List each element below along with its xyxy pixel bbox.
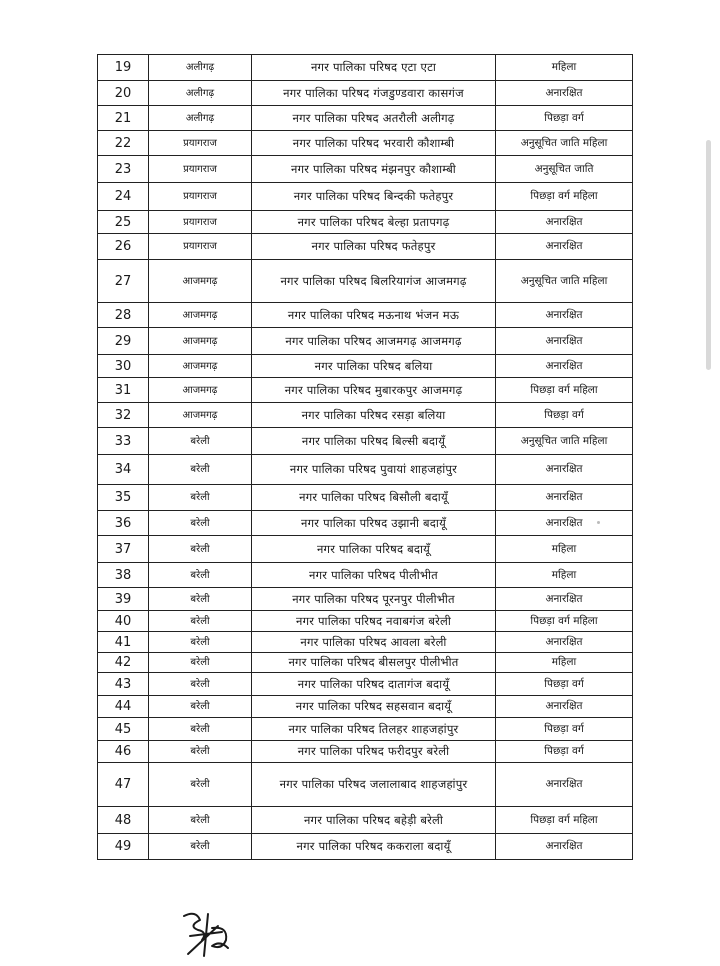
municipality-name-cell: नगर पालिका परिषद रसड़ा बलिया — [252, 403, 496, 428]
reservation-category-cell: पिछड़ा वर्ग महिला — [496, 378, 633, 403]
row-number: 34 — [98, 455, 149, 485]
row-number: 29 — [98, 328, 149, 355]
municipality-name-cell: नगर पालिका परिषद मऊनाथ भंजन मऊ — [252, 303, 496, 328]
reservation-category-cell: अनारक्षित — [496, 303, 633, 328]
table-row — [98, 588, 633, 611]
division-cell: प्रयागराज — [149, 211, 252, 234]
table-row — [98, 536, 633, 563]
row-number: 39 — [98, 588, 149, 611]
row-number: 49 — [98, 834, 149, 860]
table-row — [98, 378, 633, 403]
division-cell: अलीगढ़ — [149, 106, 252, 131]
division-cell: अलीगढ़ — [149, 81, 252, 106]
table-row — [98, 741, 633, 763]
row-number: 42 — [98, 653, 149, 673]
row-number: 38 — [98, 563, 149, 588]
row-number: 35 — [98, 485, 149, 511]
row-number: 19 — [98, 55, 149, 81]
division-cell: प्रयागराज — [149, 234, 252, 260]
municipality-name-cell: नगर पालिका परिषद बिसौली बदायूँ — [252, 485, 496, 511]
table-row — [98, 834, 633, 860]
reservation-category-cell: अनारक्षित — [496, 834, 633, 860]
municipality-name-cell: नगर पालिका परिषद बदायूँ — [252, 536, 496, 563]
row-number: 46 — [98, 741, 149, 763]
reservation-category-cell: अनारक्षित — [496, 632, 633, 653]
table-row — [98, 428, 633, 455]
row-number: 47 — [98, 763, 149, 807]
table-row — [98, 328, 633, 355]
municipality-name-cell: नगर पालिका परिषद पुवायां शाहजहांपुर — [252, 455, 496, 485]
table-row — [98, 211, 633, 234]
reservation-category-cell: पिछड़ा वर्ग — [496, 106, 633, 131]
division-cell: बरेली — [149, 588, 252, 611]
row-number: 43 — [98, 673, 149, 696]
division-cell: आजमगढ़ — [149, 403, 252, 428]
row-number: 21 — [98, 106, 149, 131]
municipality-name-cell: नगर पालिका परिषद बेल्हा प्रतापगढ़ — [252, 211, 496, 234]
municipality-name-cell: नगर पालिका परिषद भरवारी कौशाम्बी — [252, 131, 496, 156]
reservation-category-cell: पिछड़ा वर्ग महिला — [496, 807, 633, 834]
row-number: 30 — [98, 355, 149, 378]
municipality-name-cell: नगर पालिका परिषद बिल्सी बदायूँ — [252, 428, 496, 455]
reservation-category-cell: महिला — [496, 536, 633, 563]
division-cell: बरेली — [149, 611, 252, 632]
division-cell: बरेली — [149, 834, 252, 860]
table-row — [98, 455, 633, 485]
reservation-category-cell: पिछड़ा वर्ग — [496, 718, 633, 741]
row-number: 28 — [98, 303, 149, 328]
division-cell: बरेली — [149, 673, 252, 696]
division-cell: प्रयागराज — [149, 183, 252, 211]
table-row — [98, 807, 633, 834]
scrollbar[interactable] — [706, 140, 711, 370]
reservation-category-cell: पिछड़ा वर्ग — [496, 403, 633, 428]
division-cell: बरेली — [149, 536, 252, 563]
row-number: 36 — [98, 511, 149, 536]
municipality-name-cell: नगर पालिका परिषद बलिया — [252, 355, 496, 378]
reservation-category-cell: अनारक्षित — [496, 81, 633, 106]
row-number: 45 — [98, 718, 149, 741]
municipality-name-cell: नगर पालिका परिषद एटा एटा — [252, 55, 496, 81]
municipality-name-cell: नगर पालिका परिषद उझानी बदायूँ — [252, 511, 496, 536]
reservation-category-cell: पिछड़ा वर्ग — [496, 741, 633, 763]
reservation-category-cell: पिछड़ा वर्ग महिला — [496, 611, 633, 632]
reservation-category-cell: पिछड़ा वर्ग महिला — [496, 183, 633, 211]
table-row — [98, 131, 633, 156]
row-number: 25 — [98, 211, 149, 234]
municipality-name-cell: नगर पालिका परिषद बिलरियागंज आजमगढ़ — [252, 260, 496, 303]
table-row — [98, 718, 633, 741]
table-row — [98, 355, 633, 378]
municipality-name-cell: नगर पालिका परिषद बीसलपुर पीलीभीत — [252, 653, 496, 673]
municipality-name-cell: नगर पालिका परिषद पीलीभीत — [252, 563, 496, 588]
reservation-category-cell: महिला — [496, 55, 633, 81]
table-row — [98, 653, 633, 673]
municipality-name-cell: नगर पालिका परिषद नवाबगंज बरेली — [252, 611, 496, 632]
division-cell: आजमगढ़ — [149, 328, 252, 355]
row-number: 24 — [98, 183, 149, 211]
reservation-category-cell: अनारक्षित — [496, 696, 633, 718]
row-number: 26 — [98, 234, 149, 260]
municipality-name-cell: नगर पालिका परिषद तिलहर शाहजहांपुर — [252, 718, 496, 741]
reservation-category-cell: अनारक्षित — [496, 234, 633, 260]
division-cell: आजमगढ़ — [149, 355, 252, 378]
division-cell: बरेली — [149, 455, 252, 485]
division-cell: अलीगढ़ — [149, 55, 252, 81]
division-cell: बरेली — [149, 763, 252, 807]
reservation-category-cell: अनारक्षित — [496, 328, 633, 355]
division-cell: प्रयागराज — [149, 156, 252, 183]
table-body — [98, 55, 633, 860]
table-row — [98, 632, 633, 653]
table-row — [98, 673, 633, 696]
division-cell: बरेली — [149, 485, 252, 511]
municipality-name-cell: नगर पालिका परिषद बहेड़ी बरेली — [252, 807, 496, 834]
municipality-name-cell: नगर पालिका परिषद सहसवान बदायूँ — [252, 696, 496, 718]
municipality-name-cell: नगर पालिका परिषद फरीदपुर बरेली — [252, 741, 496, 763]
table-row — [98, 81, 633, 106]
table-row — [98, 403, 633, 428]
division-cell: आजमगढ़ — [149, 378, 252, 403]
reservation-category-cell: अनुसूचित जाति — [496, 156, 633, 183]
municipality-name-cell: नगर पालिका परिषद अतरौली अलीगढ़ — [252, 106, 496, 131]
municipality-name-cell: नगर पालिका परिषद मुबारकपुर आजमगढ़ — [252, 378, 496, 403]
table-row — [98, 55, 633, 81]
row-number: 37 — [98, 536, 149, 563]
reservation-category-cell: अनुसूचित जाति महिला — [496, 260, 633, 303]
table-row — [98, 485, 633, 511]
division-cell: बरेली — [149, 807, 252, 834]
reservation-category-cell: अनारक्षित — [496, 211, 633, 234]
municipality-name-cell: नगर पालिका परिषद जलालाबाद शाहजहांपुर — [252, 763, 496, 807]
municipality-name-cell: नगर पालिका परिषद पूरनपुर पीलीभीत — [252, 588, 496, 611]
municipality-name-cell: नगर पालिका परिषद फतेहपुर — [252, 234, 496, 260]
division-cell: बरेली — [149, 428, 252, 455]
reservation-table — [97, 54, 633, 860]
division-cell: बरेली — [149, 718, 252, 741]
row-number: 48 — [98, 807, 149, 834]
table-row — [98, 303, 633, 328]
division-cell: बरेली — [149, 563, 252, 588]
table-row — [98, 696, 633, 718]
division-cell: बरेली — [149, 653, 252, 673]
reservation-category-cell: अनारक्षित — [496, 511, 633, 536]
division-cell: प्रयागराज — [149, 131, 252, 156]
division-cell: बरेली — [149, 511, 252, 536]
municipality-name-cell: नगर पालिका परिषद आजमगढ़ आजमगढ़ — [252, 328, 496, 355]
signature-mark — [178, 906, 238, 962]
reservation-category-cell: पिछड़ा वर्ग — [496, 673, 633, 696]
reservation-category-cell: अनारक्षित — [496, 455, 633, 485]
table-row — [98, 156, 633, 183]
reservation-category-cell: अनुसूचित जाति महिला — [496, 428, 633, 455]
row-number: 22 — [98, 131, 149, 156]
municipality-name-cell: नगर पालिका परिषद दातागंज बदायूँ — [252, 673, 496, 696]
speck — [597, 521, 600, 524]
row-number: 23 — [98, 156, 149, 183]
municipality-name-cell: नगर पालिका परिषद गंजडुण्डवारा कासगंज — [252, 81, 496, 106]
reservation-category-cell: अनुसूचित जाति महिला — [496, 131, 633, 156]
row-number: 33 — [98, 428, 149, 455]
table-row — [98, 260, 633, 303]
municipality-name-cell: नगर पालिका परिषद मंझनपुर कौशाम्बी — [252, 156, 496, 183]
reservation-category-cell: अनारक्षित — [496, 485, 633, 511]
division-cell: बरेली — [149, 696, 252, 718]
table-row — [98, 763, 633, 807]
reservation-category-cell: महिला — [496, 653, 633, 673]
row-number: 32 — [98, 403, 149, 428]
row-number: 44 — [98, 696, 149, 718]
table-row — [98, 183, 633, 211]
division-cell: आजमगढ़ — [149, 303, 252, 328]
table-row — [98, 106, 633, 131]
row-number: 40 — [98, 611, 149, 632]
table-row — [98, 611, 633, 632]
table-row — [98, 511, 633, 536]
municipality-name-cell: नगर पालिका परिषद ककराला बदायूँ — [252, 834, 496, 860]
row-number: 31 — [98, 378, 149, 403]
row-number: 27 — [98, 260, 149, 303]
table-row — [98, 563, 633, 588]
reservation-category-cell: अनारक्षित — [496, 763, 633, 807]
municipality-name-cell: नगर पालिका परिषद आवला बरेली — [252, 632, 496, 653]
row-number: 20 — [98, 81, 149, 106]
division-cell: आजमगढ़ — [149, 260, 252, 303]
reservation-category-cell: महिला — [496, 563, 633, 588]
table-row — [98, 234, 633, 260]
reservation-category-cell: अनारक्षित — [496, 355, 633, 378]
municipality-name-cell: नगर पालिका परिषद बिन्दकी फतेहपुर — [252, 183, 496, 211]
reservation-category-cell: अनारक्षित — [496, 588, 633, 611]
row-number: 41 — [98, 632, 149, 653]
division-cell: बरेली — [149, 632, 252, 653]
division-cell: बरेली — [149, 741, 252, 763]
